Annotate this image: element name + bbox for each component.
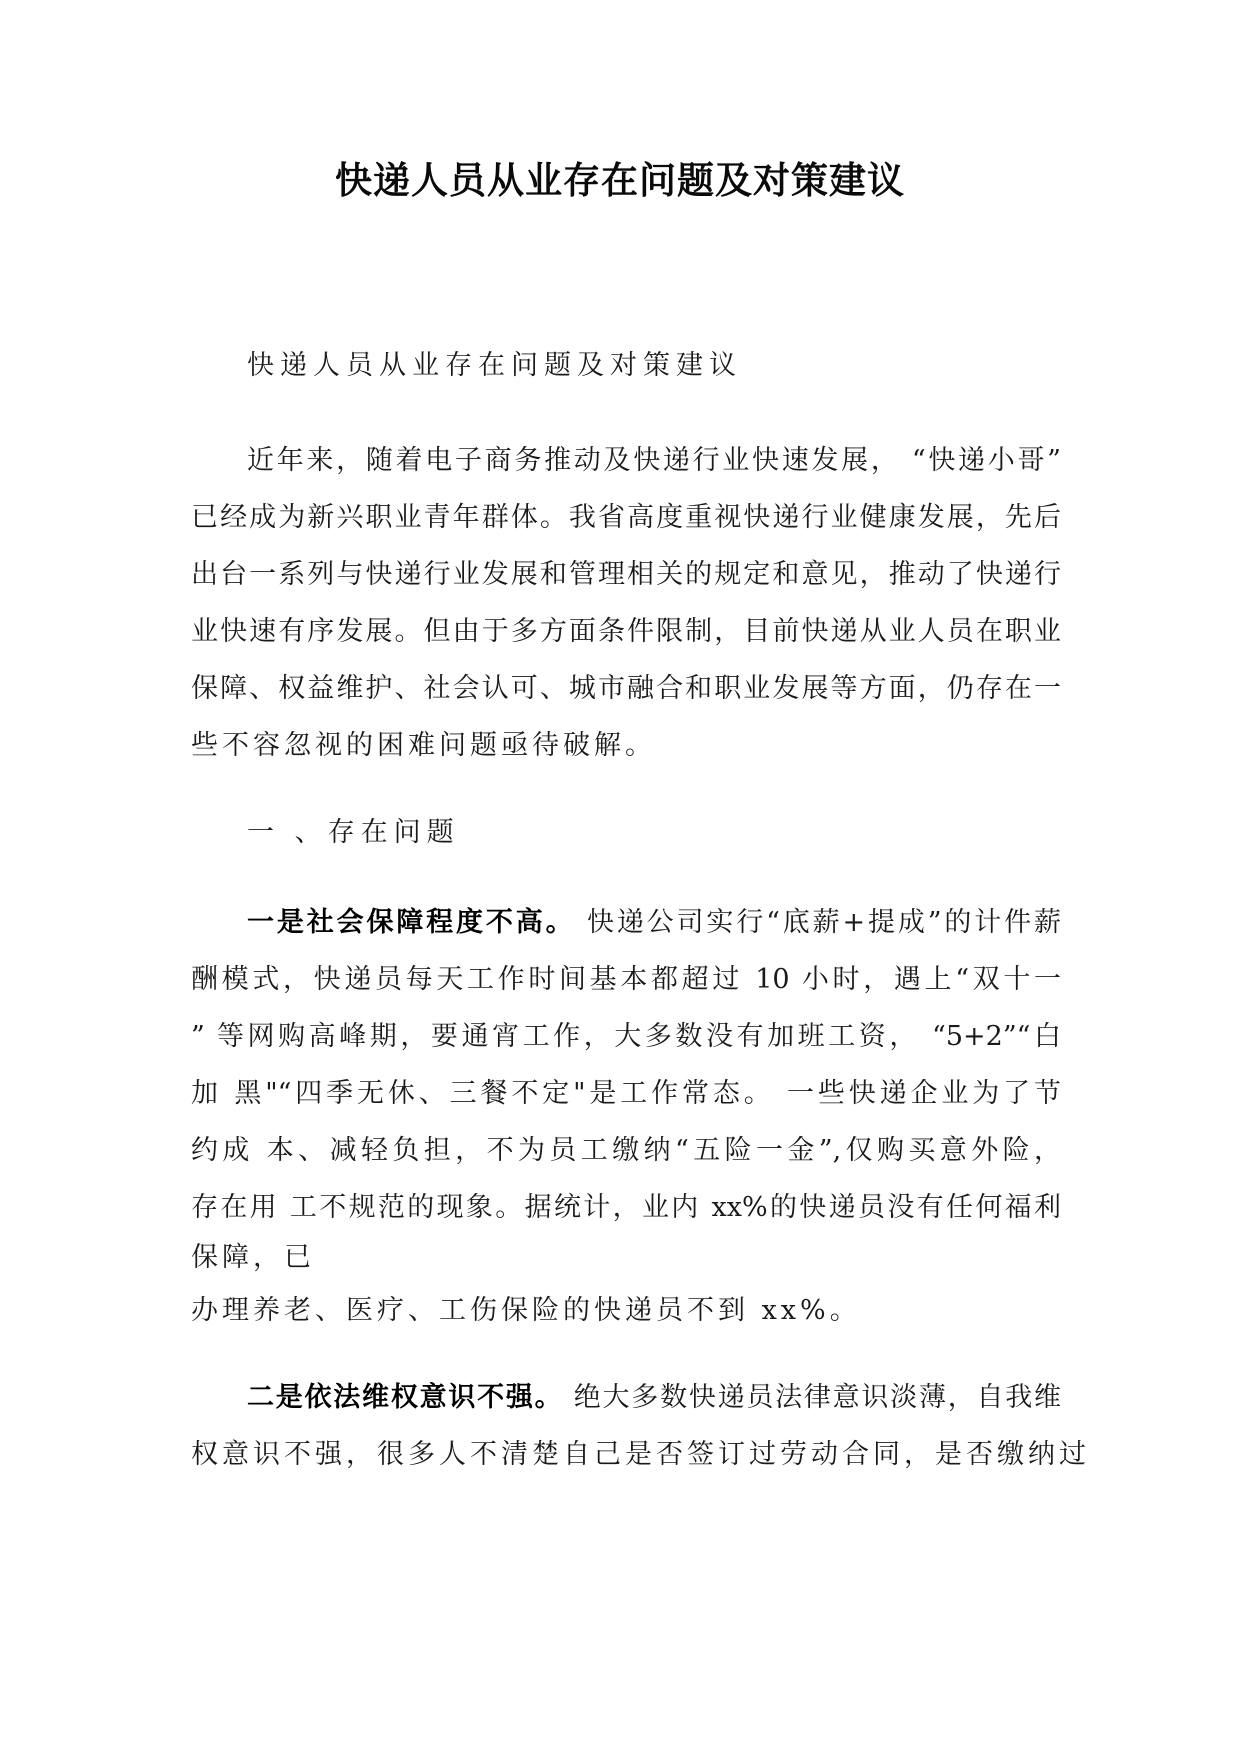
point1-line: 保障，已 [191, 1242, 315, 1273]
intro-line: 已经成为新兴职业青年群体。我省高度重视快递行业健康发展，先后 [191, 502, 1061, 533]
intro-line: 出台一系列与快递行业发展和管理相关的规定和意见，推动了快递行 [191, 559, 1061, 590]
subtitle: 快递人员从业存在问题及对策建议 [247, 350, 742, 381]
point2-heading: 二是依法维权意识不强。 [247, 1382, 564, 1413]
intro-line: 业快速有序发展。但由于多方面条件限制，目前快递从业人员在职业 [191, 616, 1061, 647]
point1-line: 酬模式，快递员每天工作时间基本都超过 10 小时，遇上“双十一 [191, 964, 1061, 995]
point2-first-line [191, 1378, 1061, 1418]
point1-line: 加 黑"“四季无休、三餐不定"是工作常态。 一些快递企业为了节 [191, 1078, 1061, 1109]
document-title: 快递人员从业存在问题及对策建议 [335, 159, 905, 202]
point1-first-text: 快递公司实行“底薪+提成”的计件薪 [586, 907, 1061, 938]
intro-line: 近年来，随着电子商务推动及快递行业快速发展， “快递小哥” [247, 445, 1061, 476]
point1-line: 存在用 工不规范的现象。据统计，业内 xx%的快递员没有任何福利 [191, 1192, 1061, 1223]
point2-first-text: 绝大多数快递员法律意识淡薄，自我维 [573, 1382, 1062, 1413]
point2-line: 权意识不强，很多人不清楚自己是否签订过劳动合同，是否缴纳过 [191, 1439, 1090, 1470]
point1-first-line [191, 903, 1061, 943]
intro-line: 保障、权益维护、社会认可、城市融合和职业发展等方面，仍存在一 [191, 673, 1061, 704]
section-heading: 一 、存在问题 [247, 817, 460, 848]
point1-heading: 一是社会保障程度不高。 [247, 907, 576, 938]
point1-line: 约成 本、减轻负担，不为员工缴纳“五险一金”,仅购买意外险， [191, 1135, 1061, 1166]
point1-line: ” 等网购高峰期，要通宵工作，大多数没有加班工资， “5+2”“白 [191, 1021, 1061, 1052]
point1-line: 办理养老、医疗、工伤保险的快递员不到 xx%。 [191, 1295, 861, 1326]
intro-line: 些不容忽视的困难问题亟待破解。 [191, 730, 656, 761]
